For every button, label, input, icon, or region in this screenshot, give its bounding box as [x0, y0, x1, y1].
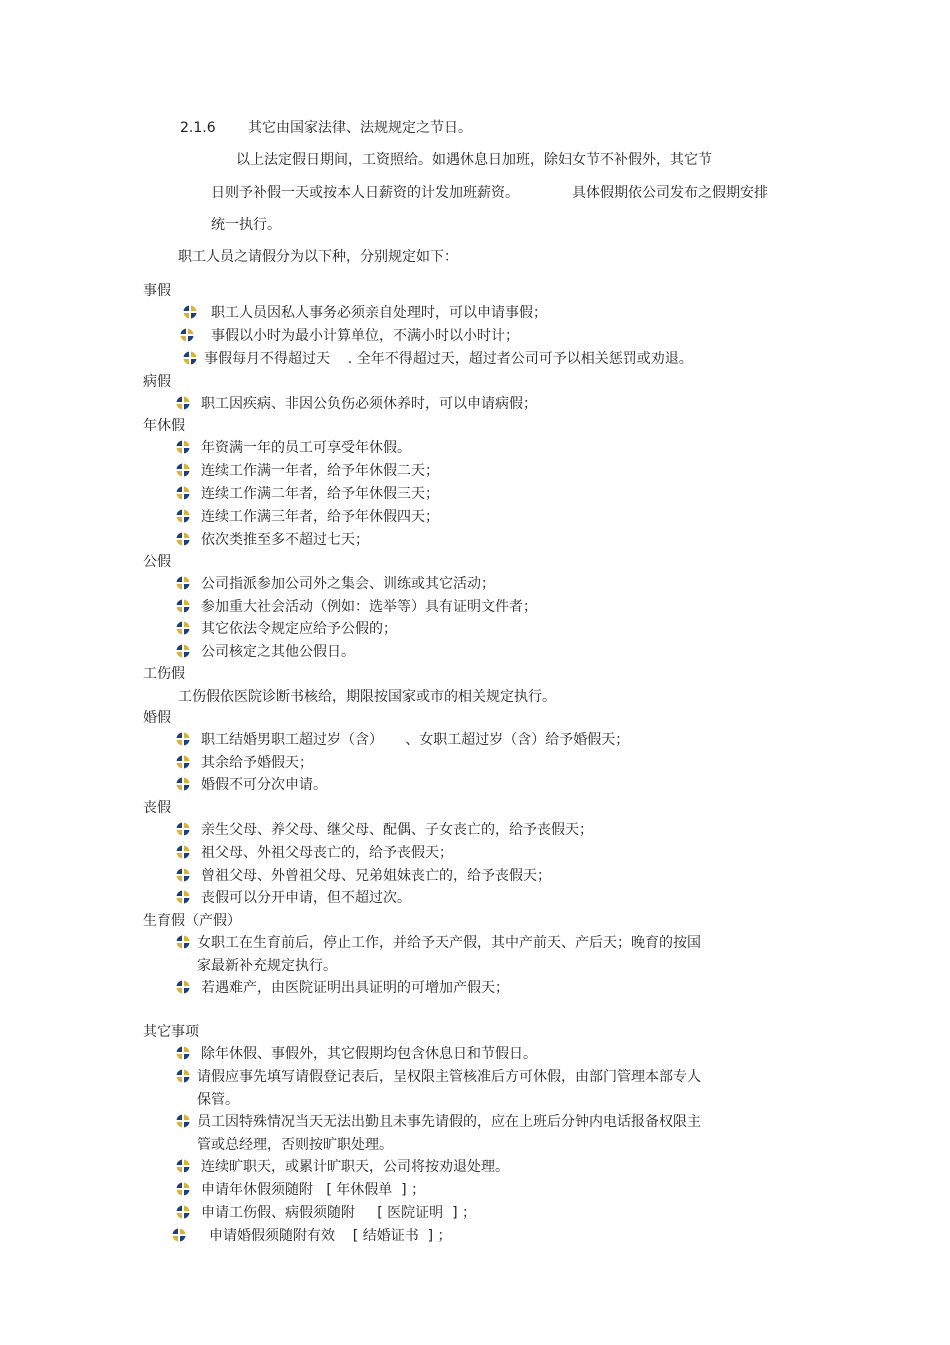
list-item: 公司核定之其他公假日。 [201, 644, 355, 660]
list-item: 其它依法令规定应给予公假的； [201, 621, 397, 637]
section-heading: 其它事项 [143, 1024, 199, 1040]
bullet-icon [176, 463, 190, 477]
bullet-icon [176, 1046, 190, 1060]
list-item: 依次类推至多不超过七天； [201, 532, 369, 548]
bullet-icon [176, 1114, 190, 1128]
bullet-icon [176, 755, 190, 769]
bullet-icon [176, 1182, 190, 1196]
list-item: 公司指派参加公司外之集会、训练或其它活动； [201, 576, 495, 592]
list-item: 曾祖父母、外曾祖父母、兄弟姐妹丧亡的，给予丧假天； [201, 868, 551, 884]
bullet-icon [176, 576, 190, 590]
bullet-icon [176, 532, 190, 546]
list-item: 申请年休假须随附 [ 年休假单 ] ； [201, 1182, 426, 1198]
bullet-icon [176, 644, 190, 658]
bullet-icon [176, 440, 190, 454]
list-item: 连续工作满三年者，给予年休假四天； [201, 509, 439, 525]
clause-text: 其它由国家法律、法规规定之节日。 [248, 120, 472, 136]
list-item: 其余给予婚假天； [201, 755, 313, 771]
list-item: 婚假不可分次申请。 [201, 777, 327, 793]
bullet-icon [180, 328, 194, 342]
paragraph-line: 以上法定假日期间，工资照给。如遇休息日加班，除妇女节不补假外，其它节 [236, 152, 712, 168]
list-item: 除年休假、事假外，其它假期均包含休息日和节假日。 [201, 1046, 537, 1062]
bullet-icon [176, 621, 190, 635]
section-heading: 生育假（产假） [143, 913, 241, 929]
section-heading: 年休假 [143, 418, 185, 434]
bullet-icon [176, 1205, 190, 1219]
bullet-icon [176, 890, 190, 904]
list-item: 事假以小时为最小计算单位，不满小时以小时计； [211, 328, 519, 344]
list-item: 事假每月不得超过天 . 全年不得超过天，超过者公司可予以相关惩罚或劝退。 [204, 351, 693, 367]
bullet-icon [176, 822, 190, 836]
paragraph-line: 统一执行。 [211, 217, 281, 233]
list-item: 职工人员因私人事务必须亲自处理时，可以申请事假； [211, 305, 547, 321]
list-item: 员工因特殊情况当天无法出勤且未事先请假的，应在上班后分钟内电话报备权限主 [197, 1114, 701, 1130]
list-item-continuation: 管或总经理，否则按旷职处理。 [197, 1137, 393, 1153]
list-item-continuation: 家最新补充规定执行。 [197, 958, 337, 974]
section-heading: 丧假 [143, 800, 171, 816]
list-item: 请假应事先填写请假登记表后，呈权限主管核准后方可休假，由部门管理本部专人 [197, 1069, 701, 1085]
list-item: 若遇难产，由医院证明出具证明的可增加产假天； [201, 980, 509, 996]
section-heading: 工伤假 [143, 666, 185, 682]
list-item: 祖父母、外祖父母丧亡的，给予丧假天； [201, 845, 453, 861]
list-item: 职工结婚男职工超过岁（含） 、女职工超过岁（含）给予婚假天； [201, 732, 630, 748]
list-item: 申请工伤假、病假须随附 [ 医院证明 ] ； [201, 1205, 476, 1221]
paragraph-line: 具体假期依公司发布之假期安排 [572, 185, 768, 201]
bullet-icon [176, 980, 190, 994]
section-heading: 事假 [143, 283, 171, 299]
bullet-icon [176, 1069, 190, 1083]
list-item: 职工因疾病、非因公负伤必须休养时，可以申请病假； [201, 396, 537, 412]
list-item: 女职工在生育前后，停止工作，并给予天产假，其中产前天、产后天；晚育的按国 [197, 935, 701, 951]
paragraph-line: 日则予补假一天或按本人日薪资的计发加班薪资。 [211, 185, 519, 201]
bullet-icon [176, 486, 190, 500]
bullet-icon [176, 868, 190, 882]
list-item: 亲生父母、养父母、继父母、配偶、子女丧亡的，给予丧假天； [201, 822, 593, 838]
section-heading: 婚假 [143, 710, 171, 726]
bullet-icon [176, 845, 190, 859]
bullet-icon [183, 351, 197, 365]
list-item-continuation: 保管。 [197, 1092, 239, 1108]
list-item: 参加重大社会活动（例如：选举等）具有证明文件者； [201, 599, 537, 615]
bullet-icon [176, 777, 190, 791]
bullet-icon [176, 396, 190, 410]
list-item: 丧假可以分开申请，但不超过次。 [201, 890, 411, 906]
bullet-icon [172, 1228, 186, 1242]
section-text: 工伤假依医院诊断书核给，期限按国家或市的相关规定执行。 [178, 689, 556, 705]
list-item: 年资满一年的员工可享受年休假。 [201, 440, 411, 456]
section-heading: 公假 [143, 554, 171, 570]
bullet-icon [183, 305, 197, 319]
list-item: 连续工作满一年者，给予年休假二天； [201, 463, 439, 479]
section-heading: 病假 [143, 374, 171, 390]
bullet-icon [176, 732, 190, 746]
clause-number: 2.1.6 [180, 120, 216, 136]
list-item: 连续旷职天，或累计旷职天，公司将按劝退处理。 [201, 1159, 509, 1175]
list-item: 连续工作满二年者，给予年休假三天； [201, 486, 439, 502]
bullet-icon [176, 599, 190, 613]
leave-intro: 职工人员之请假分为以下种，分别规定如下： [178, 249, 458, 265]
list-item: 申请婚假须随附有效 [ 结婚证书 ] ； [209, 1228, 452, 1244]
bullet-icon [176, 935, 190, 949]
bullet-icon [176, 509, 190, 523]
bullet-icon [176, 1159, 190, 1173]
